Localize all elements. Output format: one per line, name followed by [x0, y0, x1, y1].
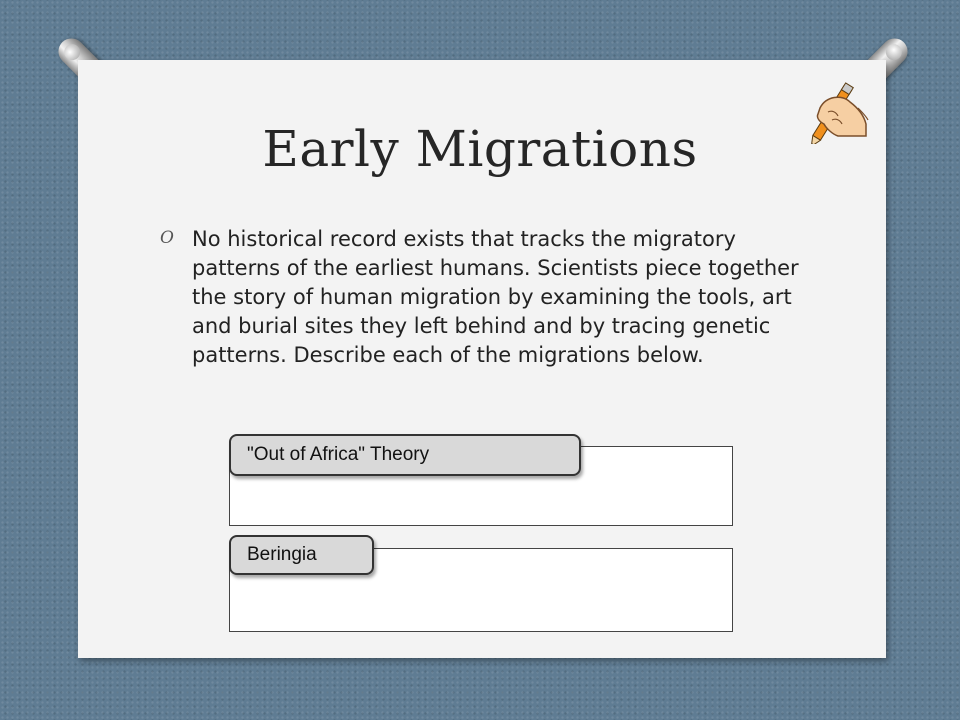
label-beringia: Beringia	[229, 535, 374, 575]
slide-title: Early Migrations	[262, 120, 698, 178]
bullet-text: No historical record exists that tracks the migratory patterns of the earliest humans. Scientists piece together the story of human migration by examining the tools, art and burial sites they left behind and by tracing genetic patterns. Describe each of the migrations below.	[192, 227, 799, 367]
label-out-of-africa: "Out of Africa" Theory	[229, 434, 581, 476]
bullet-marker: O	[160, 228, 174, 248]
